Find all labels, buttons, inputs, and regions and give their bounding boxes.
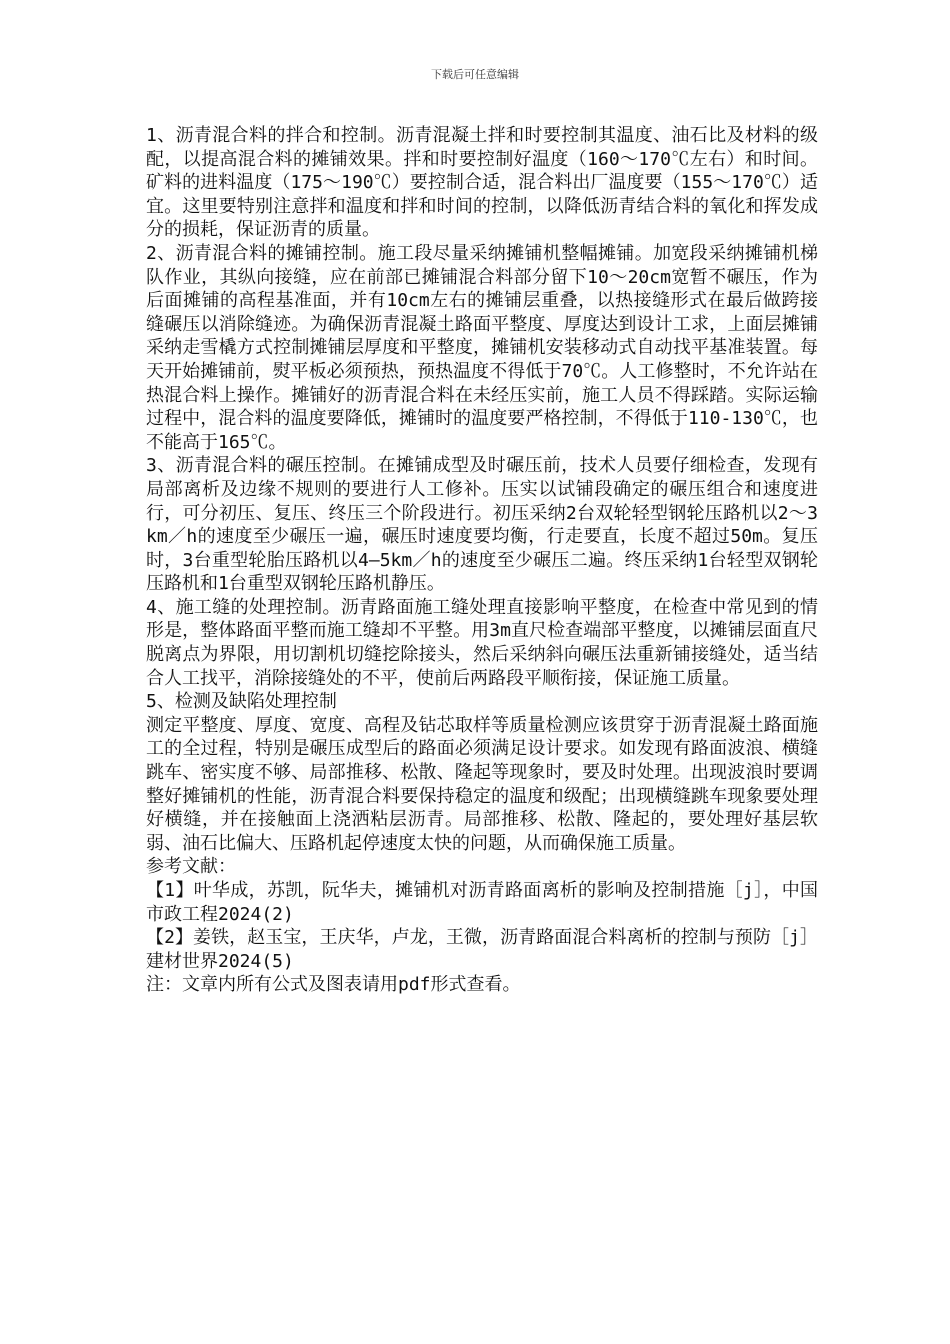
reference-item-2: 【2】姜铁，赵玉宝，王庆华，卢龙，王微，沥青路面混合料离析的控制与预防［j］建材世界2024(5) xyxy=(146,927,818,972)
section-inspection-heading: 5、检测及缺陷处理控制 xyxy=(146,691,337,713)
section-inspection-body: 测定平整度、厚度、宽度、高程及钻芯取样等质量检测应该贯穿于沥青混凝土路面施工的全过程，特别是碾压成型后的路面必须满足设计要求。如发现有路面波浪、横缝跳车、密实度不够、局部推移、松散、隆起等现象时，要及时处理。出现波浪时要调整好摊铺机的性能，沥青混合料要保持稳定的温度和级配；出现横缝跳车现象要处理好横缝，并在接触面上浇洒粘层沥青。局部推移、松散、隆起的，要处理好基层软弱、油石比偏大、压路机起停速度太快的问题，从而确保施工质量。 xyxy=(146,714,818,854)
footnote: 注：文章内所有公式及图表请用pdf形式查看。 xyxy=(146,974,521,996)
section-compaction-control: 3、沥青混合料的碾压控制。在摊铺成型及时碾压前，技术人员要仔细检查，发现有局部离析及边缘不规则的要进行人工修补。压实以试铺段确定的碾压组合和速度进行，可分初压、复压、终压三个阶段进行。初压采纳2台双轮轻型钢轮压路机以2～3km／h的速度至少碾压一遍，碾压时速度要均衡，行走要直，长度不超过50m。复压时，3台重型轮胎压路机以4—5km／h的速度至少碾压二遍。终压采纳1台轻型双钢轮压路机和1台重型双钢轮压路机静压。 xyxy=(146,455,818,595)
reference-item-1: 【1】叶华成，苏凯，阮华夫，摊铺机对沥青路面离析的影响及控制措施［j］，中国市政工程2024(2) xyxy=(146,880,818,925)
references-heading: 参考文献： xyxy=(146,856,236,878)
page-header: 下载后可任意编辑 xyxy=(431,68,519,81)
section-mixing-control: 1、沥青混合料的拌合和控制。沥青混凝土拌和时要控制其温度、油石比及材料的级配，以提高混合料的摊铺效果。拌和时要控制好温度（160～170℃左右）和时间。矿料的进料温度（175～190℃）要控制合适，混合料出厂温度要（155～170℃）适宜。这里要特别注意拌和温度和拌和时间的控制，以降低沥青结合料的氧化和挥发成分的损耗，保证沥青的质量。 xyxy=(146,125,818,241)
section-paving-control: 2、沥青混合料的摊铺控制。施工段尽量采纳摊铺机整幅摊铺。加宽段采纳摊铺机梯队作业，其纵向接缝，应在前部已摊铺混合料部分留下10～20cm宽暂不碾压，作为后面摊铺的高程基准面，并有10cm左右的摊铺层重叠，以热接缝形式在最后做跨接缝碾压以消除缝迹。为确保沥青混凝土路面平整度、厚度达到设计工求，上面层摊铺采纳走雪橇方式控制摊铺层厚度和平整度，摊铺机安装移动式自动找平基准装置。每天开始摊铺前，熨平板必须预热，预热温度不得低于70℃。人工修整时，不允许站在热混合料上操作。摊铺好的沥青混合料在未经压实前，施工人员不得踩踏。实际运输过程中，混合料的温度要降低，摊铺时的温度要严格控制，不得低于110-130℃，也不能高于165℃。 xyxy=(146,242,818,453)
document-body xyxy=(146,124,818,997)
section-joint-control: 4、施工缝的处理控制。沥青路面施工缝处理直接影响平整度，在检查中常见到的情形是，整体路面平整而施工缝却不平整。用3m直尺检查端部平整度，以摊铺层面直尺脱离点为界限，用切割机切缝挖除接头，然后采纳斜向碾压法重新铺接缝处，适当结合人工找平，消除接缝处的不平，使前后两路段平顺衔接，保证施工质量。 xyxy=(146,596,818,689)
